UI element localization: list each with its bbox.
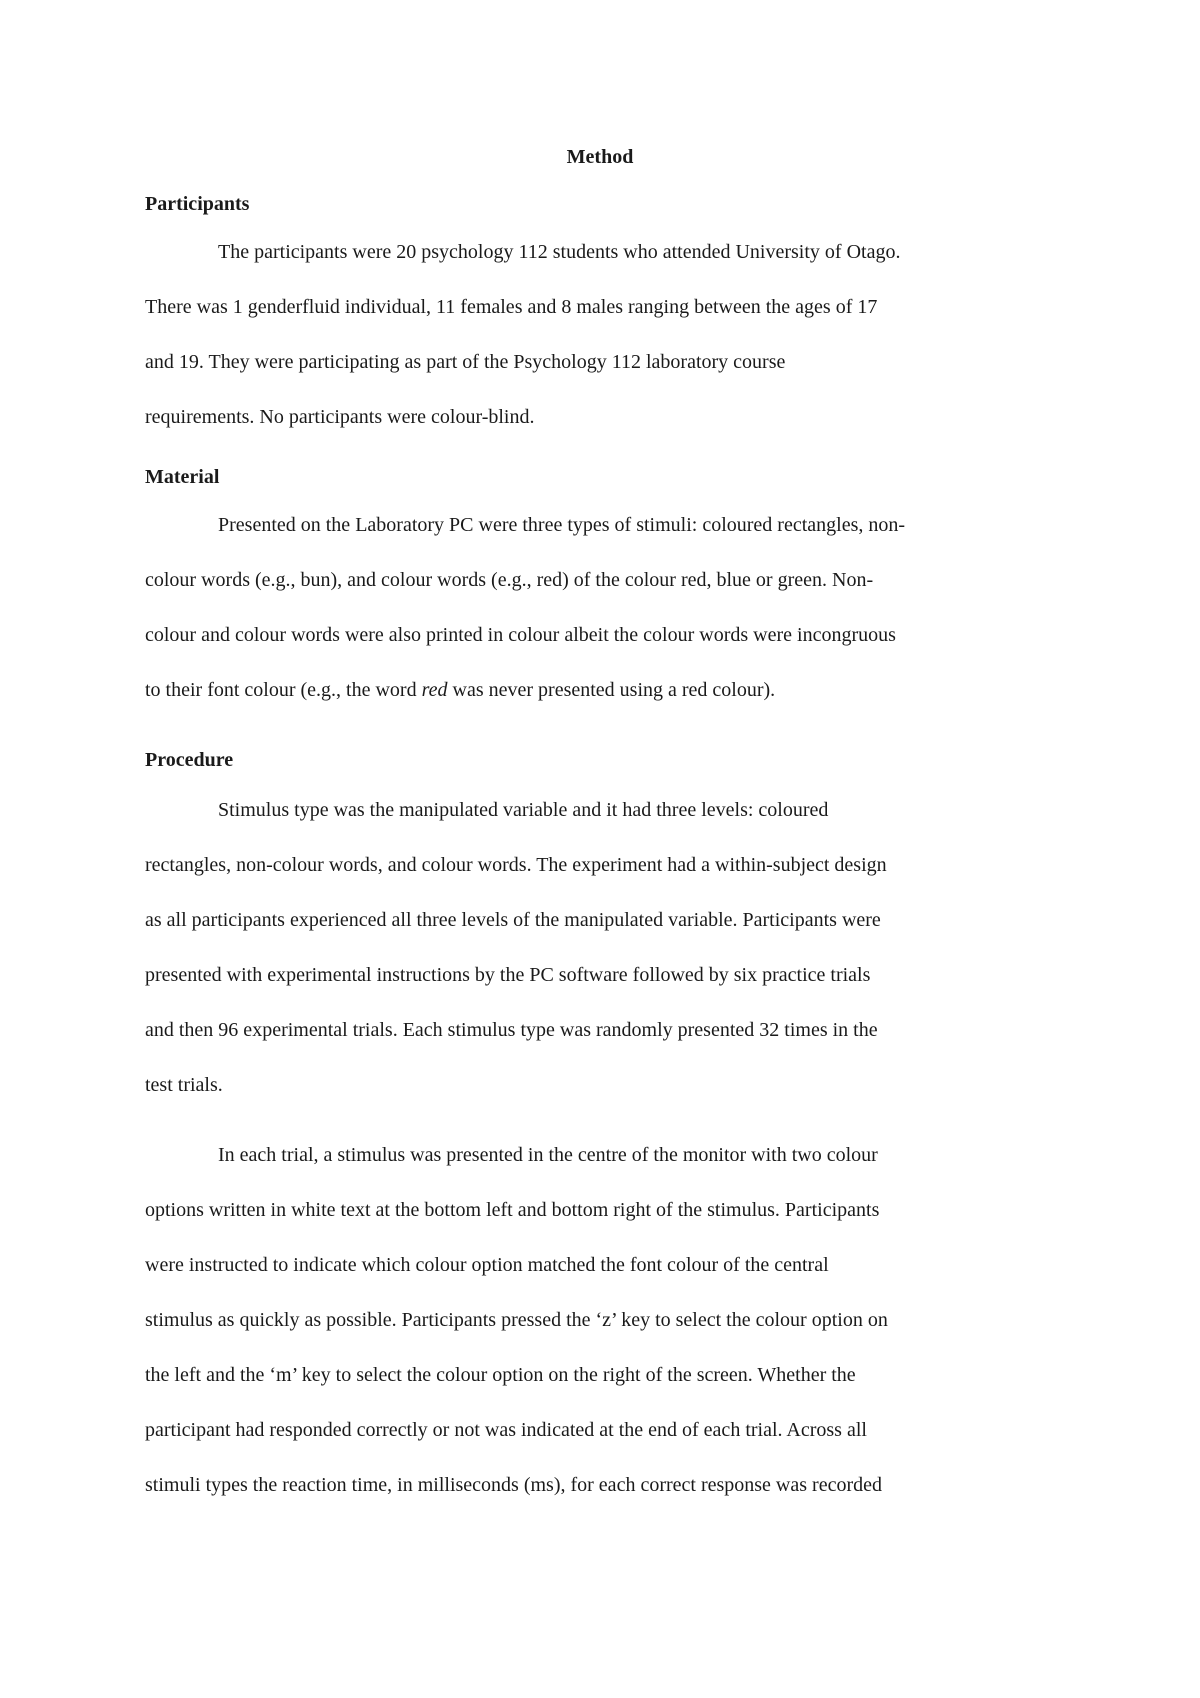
paragraph-line: and then 96 experimental trials. Each stimulus type was randomly presented 32 times in the (145, 1019, 878, 1041)
section-heading-material: Material (145, 466, 220, 488)
paragraph-line: Presented on the Laboratory PC were three types of stimuli: coloured rectangles, non- (218, 514, 906, 536)
paragraph-line: stimuli types the reaction time, in milliseconds (ms), for each correct response was recorded (145, 1474, 882, 1496)
paragraph-line: colour words (e.g., bun), and colour words (e.g., red) of the colour red, blue or green. Non- (145, 569, 874, 591)
paragraph-line: stimulus as quickly as possible. Participants pressed the ‘z’ key to select the colour option on (145, 1309, 888, 1331)
paragraph-line: In each trial, a stimulus was presented in the centre of the monitor with two colour (218, 1144, 878, 1166)
paragraph-line: the left and the ‘m’ key to select the colour option on the right of the screen. Whether the (145, 1364, 856, 1386)
italic-word: red (421, 679, 448, 701)
paragraph-line-with-italic (145, 678, 775, 702)
paragraph-line: were instructed to indicate which colour option matched the font colour of the central (145, 1254, 829, 1276)
paragraph-line: participant had responded correctly or not was indicated at the end of each trial. Across all (145, 1419, 867, 1441)
paragraph-line: There was 1 genderfluid individual, 11 females and 8 males ranging between the ages of 17 (145, 296, 878, 318)
paragraph-line: presented with experimental instructions by the PC software followed by six practice trials (145, 964, 871, 986)
text-run: was never presented using a red colour). (447, 679, 776, 701)
section-heading-participants: Participants (145, 193, 250, 215)
paragraph-line: options written in white text at the bottom left and bottom right of the stimulus. Participants (145, 1199, 880, 1221)
paragraph-line: and 19. They were participating as part of the Psychology 112 laboratory course (145, 351, 786, 373)
section-heading-procedure: Procedure (145, 749, 234, 771)
text-run: to their font colour (e.g., the word (145, 679, 422, 701)
paragraph-line: as all participants experienced all three levels of the manipulated variable. Participants were (145, 909, 881, 931)
paragraph-line: test trials. (145, 1074, 223, 1096)
paragraph-line: Stimulus type was the manipulated variable and it had three levels: coloured (218, 799, 829, 821)
paragraph-line: rectangles, non-colour words, and colour words. The experiment had a within-subject design (145, 854, 887, 876)
paragraph-line: The participants were 20 psychology 112 students who attended University of Otago. (218, 241, 901, 263)
paragraph-line: requirements. No participants were colour-blind. (145, 406, 535, 428)
paragraph-line: colour and colour words were also printed in colour albeit the colour words were incongruous (145, 624, 896, 646)
page-title: Method (566, 146, 634, 168)
